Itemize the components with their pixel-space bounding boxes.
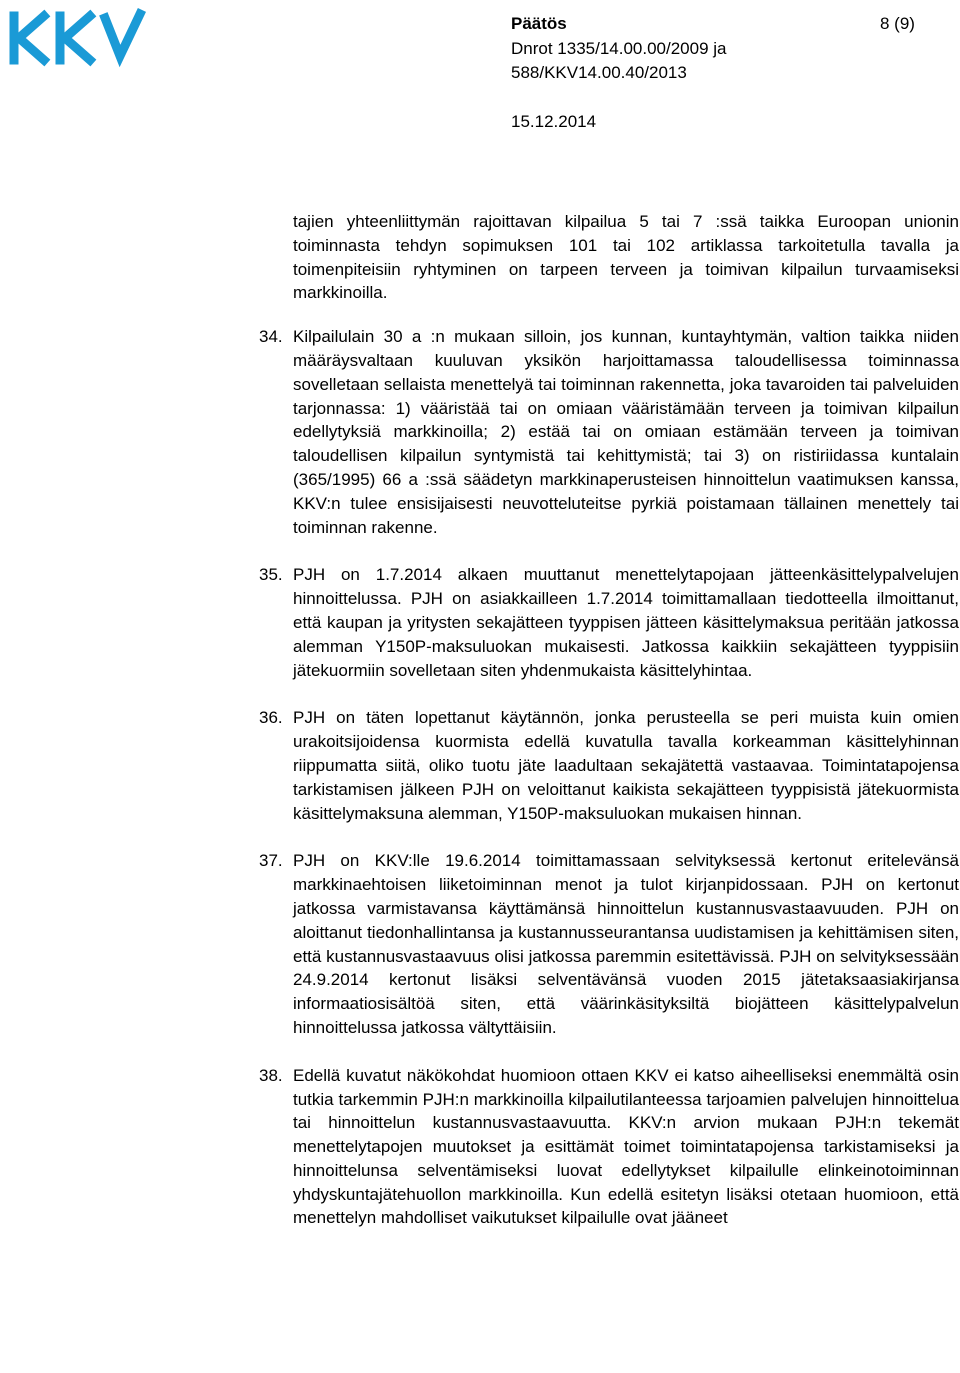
numbered-paragraph-35 [259,563,959,682]
paragraph-text: PJH on 1.7.2014 alkaen muuttanut menettelytapojaan jätteenkäsittelypalvelujen hinnoittelussa. PJH on asiakkailleen 1.7.2014 toimittamallaan tiedotteella ilmoittanut, että kaupan ja yritysten sekajätteen tyyppisen jätteen käsittelymaksua peritään jatkossa alemman Y150P-maksuluokan mukaisesti. Jatkossa kaikkiin sekajätteen tyyppisiin jätekuormiin sovelletaan siten yhdenmukaista käsittelyhintaa. [293,565,959,680]
numbered-paragraph-37 [259,849,959,1039]
paragraph-number: 34. [259,327,283,347]
numbered-paragraph-34 [259,325,959,539]
paragraph-text: Kilpailulain 30 a :n mukaan silloin, jos kunnan, kuntayhtymän, valtion taikka niiden määräysvaltaan kuuluvan yksikön harjoittamassa taloudellisessa toiminnassa sovelletaan sellaista menettelyä tai toiminnan rakennetta, joka tavaroiden tai palveluiden tarjonnassa: 1) vääristää tai on omiaan vääristämään terveen ja toimivan kilpailun edellytyksiä markkinoilla; 2) estää tai on omiaan estämään terveen ja toimivan taloudellisen kilpailun syntymistä tai kehittymistä; tai 3) on ristiriidassa kuntalain (365/1995) 66 a :ssä säädetyn markkinaperusteisen hinnoittelun vaatimuksen kanssa, KKV:n tulee ensisijaisesti neuvotteluteitse pyrkiä poistamaan tällainen menettely tai toiminnan rakenne. [293,327,959,537]
document-type: Päätös [511,14,567,33]
paragraph-number: 37. [259,851,283,871]
paragraph-number: 36. [259,708,283,728]
document-date: 15.12.2014 [511,112,597,131]
continued-paragraph: tajien yhteenliittymän rajoittavan kilpailua 5 tai 7 :ssä taikka Euroopan unionin toiminnasta tehdyn sopimuksen 101 tai 102 artiklassa tarkoitetulla tavalla ja toimenpiteisiin ryhtyminen on tarpeen terveen ja toimivan kilpailun turvaamiseksi markkinoilla. [293,212,959,303]
paragraph-number: 38. [259,1065,283,1085]
paragraph-text: PJH on KKV:lle 19.6.2014 toimittamassaan selvityksessä kertonut eritelevänsä markkinaehtoisen liiketoiminnan menot ja tulot kirjanpidossaan. PJH on kertonut jatkossa varmistavansa käyttämänsä hinnoittelun kustannusvastaavuuden. PJH on aloittanut tiedonhallintansa ja kustannusseurantansa uudistamisen ja kehittämisen siten, että kustannusvastaavuus olisi jatkossa paremmin esitettävissä. PJH on selvityksessään 24.9.2014 kertonut lisäksi selventävänsä vuoden 2015 jätetaksaasiakirjansa informaatiosisältöä siten, että väärinkäsityksiltä biojätteen käsittelypalvelun hinnoittelussa jatkossa vältyttäisiin. [293,851,959,1037]
document-body [259,210,959,1254]
paragraph-text: Edellä kuvatut näkökohdat huomioon ottaen KKV ei katso aiheelliseksi enemmältä osin tutkia tarkemmin PJH:n markkinoilla kilpailutilanteessa tarjoamien palvelujen hinnoittelua tai hinnoittelun kustannusvastaavuutta. KKV:n arvion mukaan PJH:n tekemät menettelytapojen muutokset ja esittämät toimet toimintatapojensa tarkistamiseksi ja hinnoittelunsa selventämiseksi luovat edellytykset kilpailulle elinkeinotoiminnan yhdyskuntajätehuollon markkinoilla. Kun edellä esitetyn lisäksi otetaan huomioon, että menettelyn mahdolliset vaikutukset kilpailulle ovat jääneet [293,1065,959,1228]
kkv-logo [6,8,148,68]
record-number-line-1: Dnrot 1335/14.00.00/2009 ja [511,39,727,58]
paragraph-number: 35. [259,565,283,585]
numbered-paragraph-36 [259,706,959,825]
numbered-paragraph-38 [259,1064,959,1231]
page-number: 8 (9) [880,14,915,33]
record-number-line-2: 588/KKV14.00.40/2013 [511,63,687,82]
paragraph-text: PJH on täten lopettanut käytännön, jonka perusteella se peri muista kuin omien urakoitsijoidensa kuormista edellä kuvatulla tavalla korkeamman käsittelyhinnan riippumatta siitä, oliko tuotu jäte laadultaan sekajätettä vastaavaa. Toimintatapojensa tarkistamisen jälkeen PJH on veloittanut kaikista sekajätteen tyyppisistä jätekuormista käsittelymaksuna alemman, Y150P-maksuluokan mukaisen hinnan. [293,708,959,823]
